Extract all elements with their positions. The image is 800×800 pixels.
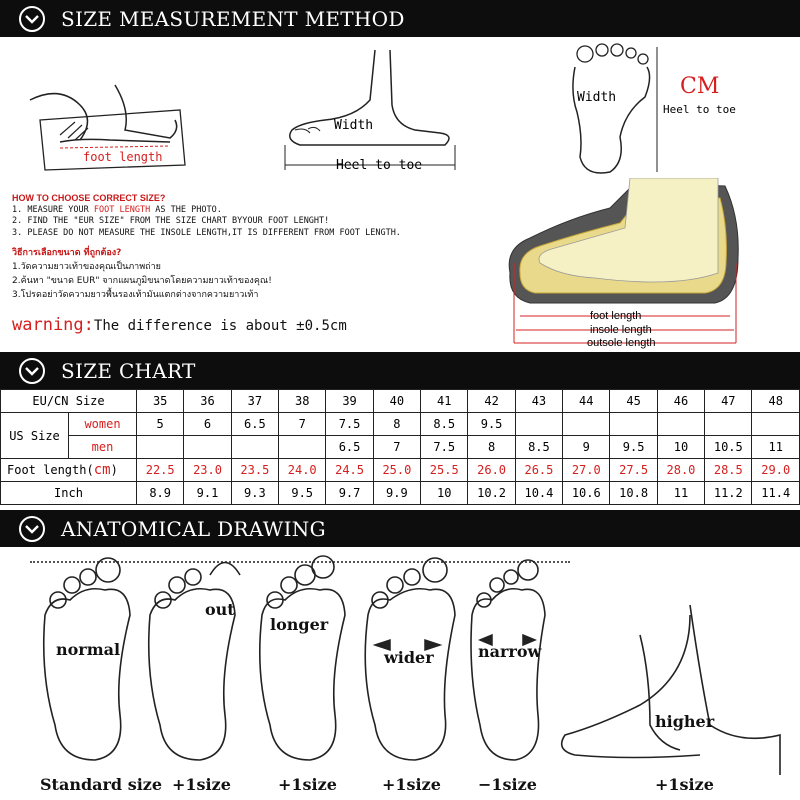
warning-note: warning:The difference is about ±0.5cm <box>12 315 347 335</box>
table-cell: 36 <box>184 390 231 413</box>
table-cell: 7 <box>373 436 420 459</box>
inch-label: Inch <box>1 482 137 505</box>
table-cell: 10.4 <box>515 482 562 505</box>
thai-step-3: 3.โปรดอย่าวัดความยาวพื้นรองเท้ามันแตกต่างจากความยาวเท้า <box>12 290 259 300</box>
heel-to-toe-label-side: Heel to toe <box>336 158 423 173</box>
table-cell: 24.0 <box>279 459 326 482</box>
section-header-anatomy <box>0 510 800 547</box>
chevron-down-icon <box>19 516 45 542</box>
size-advice-label: +1size <box>172 775 231 794</box>
women-label: women <box>69 413 137 436</box>
table-cell: 26.5 <box>515 459 562 482</box>
table-cell: 24.5 <box>326 459 373 482</box>
foot-type-label: narrow <box>478 642 542 661</box>
how-to-instructions <box>12 193 401 239</box>
table-cell: 47 <box>705 390 752 413</box>
shoe-outsole-length-label: outsole length <box>587 337 656 349</box>
width-label-top: Width <box>577 90 617 105</box>
shoe-insole-length-label: insole length <box>590 324 652 336</box>
table-cell: 6.5 <box>231 413 278 436</box>
foot-type-label: wider <box>384 648 434 667</box>
us-size-label: US Size <box>1 413 69 459</box>
table-cell: 7 <box>279 413 326 436</box>
thai-step-1: 1.วัดความยาวเท้าของคุณเป็นภาพถ่าย <box>12 262 161 272</box>
table-row-women <box>1 413 800 436</box>
chevron-down-icon <box>19 6 45 32</box>
table-cell: 25.0 <box>373 459 420 482</box>
foot-type-label: longer <box>270 615 329 634</box>
table-cell: 7.5 <box>326 413 373 436</box>
table-cell: 45 <box>610 390 657 413</box>
table-cell: 27.5 <box>610 459 657 482</box>
size-advice-label: +1size <box>278 775 337 794</box>
step-2: 2. FIND THE "EUR SIZE" FROM THE SIZE CHART BYYOUR FOOT LENGHT! <box>12 216 330 226</box>
table-row-inch <box>1 482 800 505</box>
table-cell: 10.8 <box>610 482 657 505</box>
section-title: SIZE MEASUREMENT METHOD <box>61 6 405 31</box>
table-cell: 10.5 <box>705 436 752 459</box>
table-cell <box>137 436 184 459</box>
table-cell: 6.5 <box>326 436 373 459</box>
table-cell: 10.2 <box>468 482 515 505</box>
table-cell: 11 <box>752 436 800 459</box>
table-cell: 11.2 <box>705 482 752 505</box>
table-cell: 9.5 <box>279 482 326 505</box>
chevron-down-icon <box>19 358 45 384</box>
table-cell: 6 <box>184 413 231 436</box>
table-cell: 8.9 <box>137 482 184 505</box>
foot-length-label: foot length <box>83 150 163 164</box>
table-cell: 40 <box>373 390 420 413</box>
table-cell <box>752 413 800 436</box>
size-advice-label: +1size <box>382 775 441 794</box>
table-row-men <box>1 436 800 459</box>
table-cell: 28.5 <box>705 459 752 482</box>
table-cell: 37 <box>231 390 278 413</box>
thai-title: วิธีการเลือกขนาด ที่ถูกต้อง? <box>12 248 122 258</box>
table-cell: 8.5 <box>421 413 468 436</box>
table-cell: 11.4 <box>752 482 800 505</box>
table-cell: 46 <box>657 390 704 413</box>
table-cell: 9.1 <box>184 482 231 505</box>
section-title: ANATOMICAL DRAWING <box>61 516 326 541</box>
table-cell <box>515 413 562 436</box>
table-cell: 39 <box>326 390 373 413</box>
table-cell: 9.3 <box>231 482 278 505</box>
thai-instructions <box>12 246 272 302</box>
table-cell: 11 <box>657 482 704 505</box>
foot-type-label: normal <box>56 640 121 659</box>
step-1: 1. MEASURE YOUR FOOT LENGTH AS THE PHOTO. <box>12 204 222 215</box>
table-cell: 8 <box>468 436 515 459</box>
how-to-title: HOW TO CHOOSE CORRECT SIZE? <box>12 193 166 203</box>
width-label-side: Width <box>334 118 374 133</box>
men-label: men <box>69 436 137 459</box>
table-cell <box>657 413 704 436</box>
table-cell: 27.0 <box>563 459 610 482</box>
heel-to-toe-label-top: Heel to toe <box>663 103 736 116</box>
table-cell: 22.5 <box>137 459 184 482</box>
table-cell: 28.0 <box>657 459 704 482</box>
table-cell: 9 <box>563 436 610 459</box>
table-cell: 23.5 <box>231 459 278 482</box>
table-cell: 48 <box>752 390 800 413</box>
section-title: SIZE CHART <box>61 358 196 383</box>
table-cell: 43 <box>515 390 562 413</box>
table-cell <box>610 413 657 436</box>
table-cell: 9.9 <box>373 482 420 505</box>
table-cell: 41 <box>421 390 468 413</box>
size-advice-label: +1size <box>655 775 714 794</box>
table-cell: 10 <box>421 482 468 505</box>
cm-label: CM <box>680 74 720 99</box>
table-cell <box>563 413 610 436</box>
table-cell <box>279 436 326 459</box>
table-cell: 42 <box>468 390 515 413</box>
table-row-foot-length <box>1 459 800 482</box>
foot-type-label: higher <box>655 712 715 731</box>
top-foot-illustration <box>565 42 675 182</box>
foot-type-label: out <box>205 600 235 619</box>
thai-step-2: 2.ค้นหา "ขนาด EUR" จากแผนภูมิขนาดโดยความยาวเท้าของคุณ! <box>12 276 272 286</box>
table-cell: 9.5 <box>468 413 515 436</box>
table-row-eu <box>1 390 800 413</box>
table-cell: 5 <box>137 413 184 436</box>
table-cell: 10 <box>657 436 704 459</box>
table-cell <box>705 413 752 436</box>
table-cell: 26.0 <box>468 459 515 482</box>
table-cell: 8 <box>373 413 420 436</box>
size-advice-label: Standard size <box>40 775 163 794</box>
side-foot-illustration <box>280 45 470 175</box>
size-chart-table <box>0 389 800 505</box>
eu-size-label: EU/CN Size <box>1 390 137 413</box>
table-cell: 23.0 <box>184 459 231 482</box>
table-cell: 7.5 <box>421 436 468 459</box>
table-cell: 25.5 <box>421 459 468 482</box>
step-3: 3. PLEASE DO NOT MEASURE THE INSOLE LENGTH,IT IS DIFFERENT FROM FOOT LENGTH. <box>12 227 401 238</box>
table-cell: 35 <box>137 390 184 413</box>
shoe-foot-length-label: foot length <box>590 310 642 322</box>
table-cell: 38 <box>279 390 326 413</box>
foot-length-label: Foot length(cm) <box>1 459 137 482</box>
size-advice-label: −1size <box>478 775 537 794</box>
foot-measure-illustration <box>20 80 200 180</box>
table-cell: 44 <box>563 390 610 413</box>
table-cell: 29.0 <box>752 459 800 482</box>
section-header-chart <box>0 352 800 389</box>
table-cell: 10.6 <box>563 482 610 505</box>
table-cell <box>184 436 231 459</box>
table-cell <box>231 436 278 459</box>
section-header-method <box>0 0 800 37</box>
table-cell: 9.7 <box>326 482 373 505</box>
table-cell: 9.5 <box>610 436 657 459</box>
table-cell: 8.5 <box>515 436 562 459</box>
